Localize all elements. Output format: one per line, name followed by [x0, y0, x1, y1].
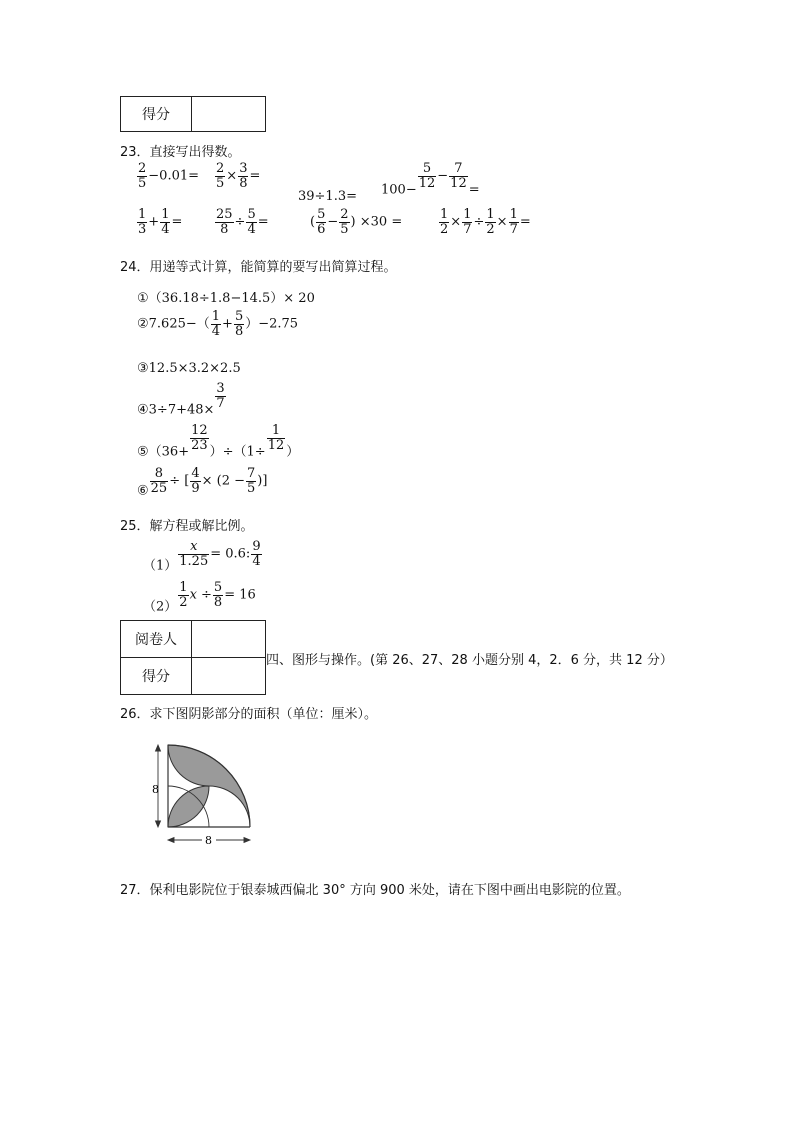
q24-item-1: ①（36.18÷1.8−14.5）× 20 — [137, 291, 315, 306]
dim-vertical-label: 8 — [152, 783, 159, 796]
q26-figure — [150, 740, 260, 852]
reviewer-box[interactable] — [192, 621, 266, 658]
shaded-region — [168, 745, 250, 827]
score-label: 得分 — [121, 97, 192, 132]
score-table-section4 — [120, 620, 266, 695]
q24-item-5: ⑤（36+ $\frac{12}{23}$ ）÷（1÷ $\frac{1}{12}$ ） — [137, 423, 300, 460]
q23-r2-e4: $\frac{1}{2}$ × $\frac{1}{7}$ ÷ $\frac{1}{2}$ × $\frac{1}{7}$ = — [440, 207, 531, 237]
q27-title: 27．保利电影院位于银泰城西偏北 30° 方向 900 米处，请在下图中画出电影院的位置。 — [120, 883, 630, 898]
q23-r1-e1: $\frac{2}{5}$ −0.01= — [138, 161, 200, 191]
q24-item-3: ③12.5×3.2×2.5 — [137, 361, 241, 376]
q23-title: 23．直接写出得数。 — [120, 145, 241, 160]
q23-r1-e3: 39÷1.3= — [298, 189, 358, 204]
q23-r2-e2: $\frac{25}{8}$ ÷ $\frac{5}{4}$ = — [216, 207, 269, 237]
score-box[interactable] — [192, 658, 266, 695]
q23-r1-e4: 100− $\frac{5}{12}$ − $\frac{7}{12}$ = — [381, 161, 480, 198]
score-label: 得分 — [121, 658, 192, 695]
score-box[interactable] — [192, 97, 266, 132]
q25-title: 25．解方程或解比例。 — [120, 519, 254, 534]
q26-title: 26．求下图阴影部分的面积（单位：厘米）。 — [120, 707, 378, 722]
score-table-top — [120, 96, 266, 132]
q24-item-2: ②7.625−（ $\frac{1}{4}$ + $\frac{5}{8}$ ）−2.75 — [137, 309, 299, 339]
q24-item-4: ④3÷7+48× $\frac{3}{7}$ — [137, 381, 225, 418]
reviewer-label: 阅卷人 — [121, 621, 192, 658]
dim-horizontal-label: 8 — [205, 834, 212, 847]
q23-r2-e1: $\frac{1}{3}$ + $\frac{1}{4}$ = — [138, 207, 183, 237]
q24-item-6: ⑥ $\frac{8}{25}$ ÷ [ $\frac{4}{9}$ × (2 − $\frac{7}{5}$ )] — [137, 466, 268, 499]
q24-title: 24．用递等式计算，能简算的要写出简算过程。 — [120, 260, 397, 275]
q23-r2-e3: ( $\frac{5}{6}$ − $\frac{2}{5}$ ) ×30 = — [310, 207, 403, 237]
q25-eq-2: （2） $\frac{1}{2}$ x ÷ $\frac{5}{8}$ = 16 — [143, 580, 256, 615]
section4-title: 四、图形与操作。(第 26、27、28 小题分别 4，2．6 分，共 12 分） — [266, 653, 673, 668]
q25-eq-1: （1） $\frac{x}{1.25}$ = 0.6: $\frac{9}{4}$ — [143, 539, 261, 574]
q23-r1-e2: $\frac{2}{5}$ × $\frac{3}{8}$ = — [216, 161, 261, 191]
